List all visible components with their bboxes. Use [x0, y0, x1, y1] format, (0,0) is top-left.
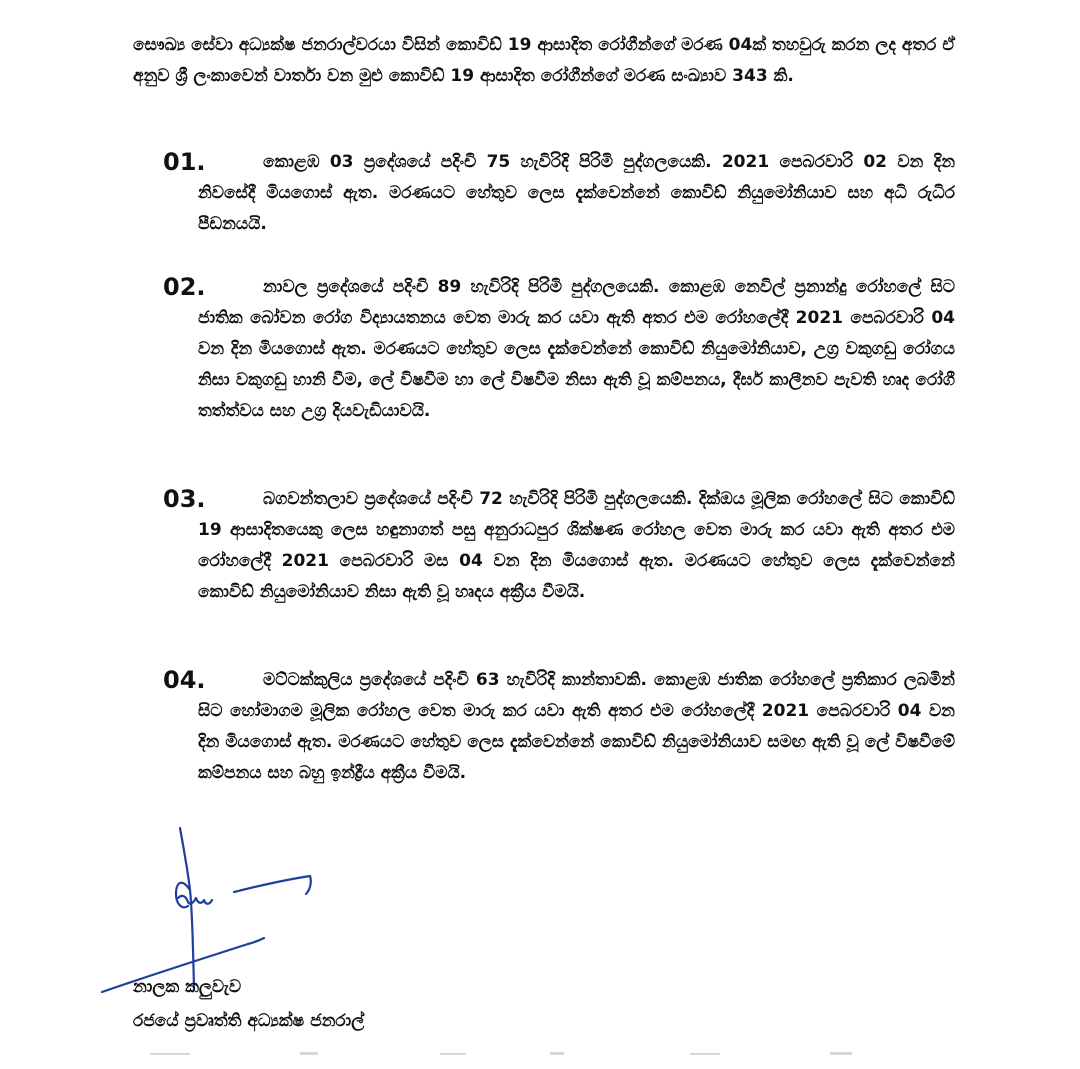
item-text: කොළඹ 03 ප්‍රදේශයේ පදිංචි 75 හැවිරිදි පිරිමි පුද්ගලයෙකි. 2021 පෙබරවාරි 02 වන දින නිවසේදී මියගොස් ඇත. මරණයට හේතුව ලෙස දැක්වෙන්නේ කොවිඩ් නියුමෝනියාව සහ අධි රුධිර පීඩනයයි. — [198, 152, 955, 234]
item-text: නාවල ප්‍රදේශයේ පදිංචි 89 හැවිරිදි පිරිමි පුද්ගලයෙකි. කොළඹ නෙවිල් ප්‍රනාන්දු රෝහලේ සිට ජාතික බෝවන රෝග විද්‍යායතනය වෙත මාරු කර යවා ඇති අතර එම රෝහලේදී 2021 පෙබරවාරි 04 වන දින මියගොස් ඇත. මරණයට හේතුව ලෙස දැක්වෙන්නේ කොවිඩ් නියුමෝනියාව, උග්‍ර වකුගඩු රෝගය නිසා වකුගඩු හානි වීම, ලේ විෂවීම හා ලේ විෂවීම නිසා ඇති වූ කම්පනය, දීර්ඝ කාලීනව පැවති හෘද රෝගී තත්ත්වය සහ උග්‍ර දියවැඩියාවයි. — [198, 277, 955, 421]
scan-artifact — [130, 1050, 910, 1058]
item-text: බගවන්තලාව ප්‍රදේශයේ පදිංචි 72 හැවිරිදි පිරිමි පුද්ගලයෙකි. දික්ඔය මූලික රෝහලේ සිට කොවිඩ් 19 ආසාදිතයෙකු ලෙස හඳුනාගත් පසු අනුරාධපුර ශික්ෂණ රෝහල වෙත මාරු කර යවා ඇති අතර එම රෝහලේදී 2021 පෙබරවාරි මස 04 වන දින මියගොස් ඇත. මරණයට හේතුව ලෙස දැක්වෙන්නේ කොවිඩ් නියුමෝනියාව නිසා ඇති වූ හෘදය අක්‍රීය වීමයි. — [198, 489, 955, 602]
item-number: 04. — [163, 666, 206, 694]
intro-paragraph: සෞඛ්‍ය සේවා අධ්‍යක්ෂ ජනරාල්වරයා විසින් කොවිඩ් 19 ආසාදිත රෝගීන්ගේ මරණ 04ක් තහවුරු කරන ලද අතර ඒ අනුව ශ්‍රී ලංකාවෙන් වාර්තා වන මුළු කොවිඩ් 19 ආසාදිත රෝගීන්ගේ මරණ සංඛ්‍යාව 343 කි. — [133, 35, 955, 86]
list-item — [163, 665, 955, 789]
item-number: 03. — [163, 485, 206, 513]
list-item — [163, 272, 955, 427]
item-number: 01. — [163, 148, 206, 176]
signatory-title: රජයේ ප්‍රවෘත්ති අධ්‍යක්ෂ ජනරාල් — [133, 1011, 365, 1031]
list-item — [163, 484, 955, 608]
list-item — [163, 147, 955, 240]
signatory-name: නාලක කලුවැව — [133, 977, 242, 997]
item-text: මට්ටක්කුලිය ප්‍රදේශයේ පදිංචි 63 හැවිරිදි කාන්තාවකි. කොළඹ ජාතික රෝහලේ ප්‍රතිකාර ලබමින් සිට හෝමාගම මූලික රෝහල වෙත මාරු කර යවා ඇති අතර එම රෝහලේදී 2021 පෙබරවාරි 04 වන දින මියගොස් ඇත. මරණයට හේතුව ලෙස දැක්වෙන්නේ කොවිඩ් නියුමෝනියාව සමඟ ඇති වූ ලේ විෂවීමේ කම්පනය සහ බහු ඉන්ද්‍රීය අක්‍රීය වීමයි. — [198, 670, 955, 783]
item-number: 02. — [163, 273, 206, 301]
